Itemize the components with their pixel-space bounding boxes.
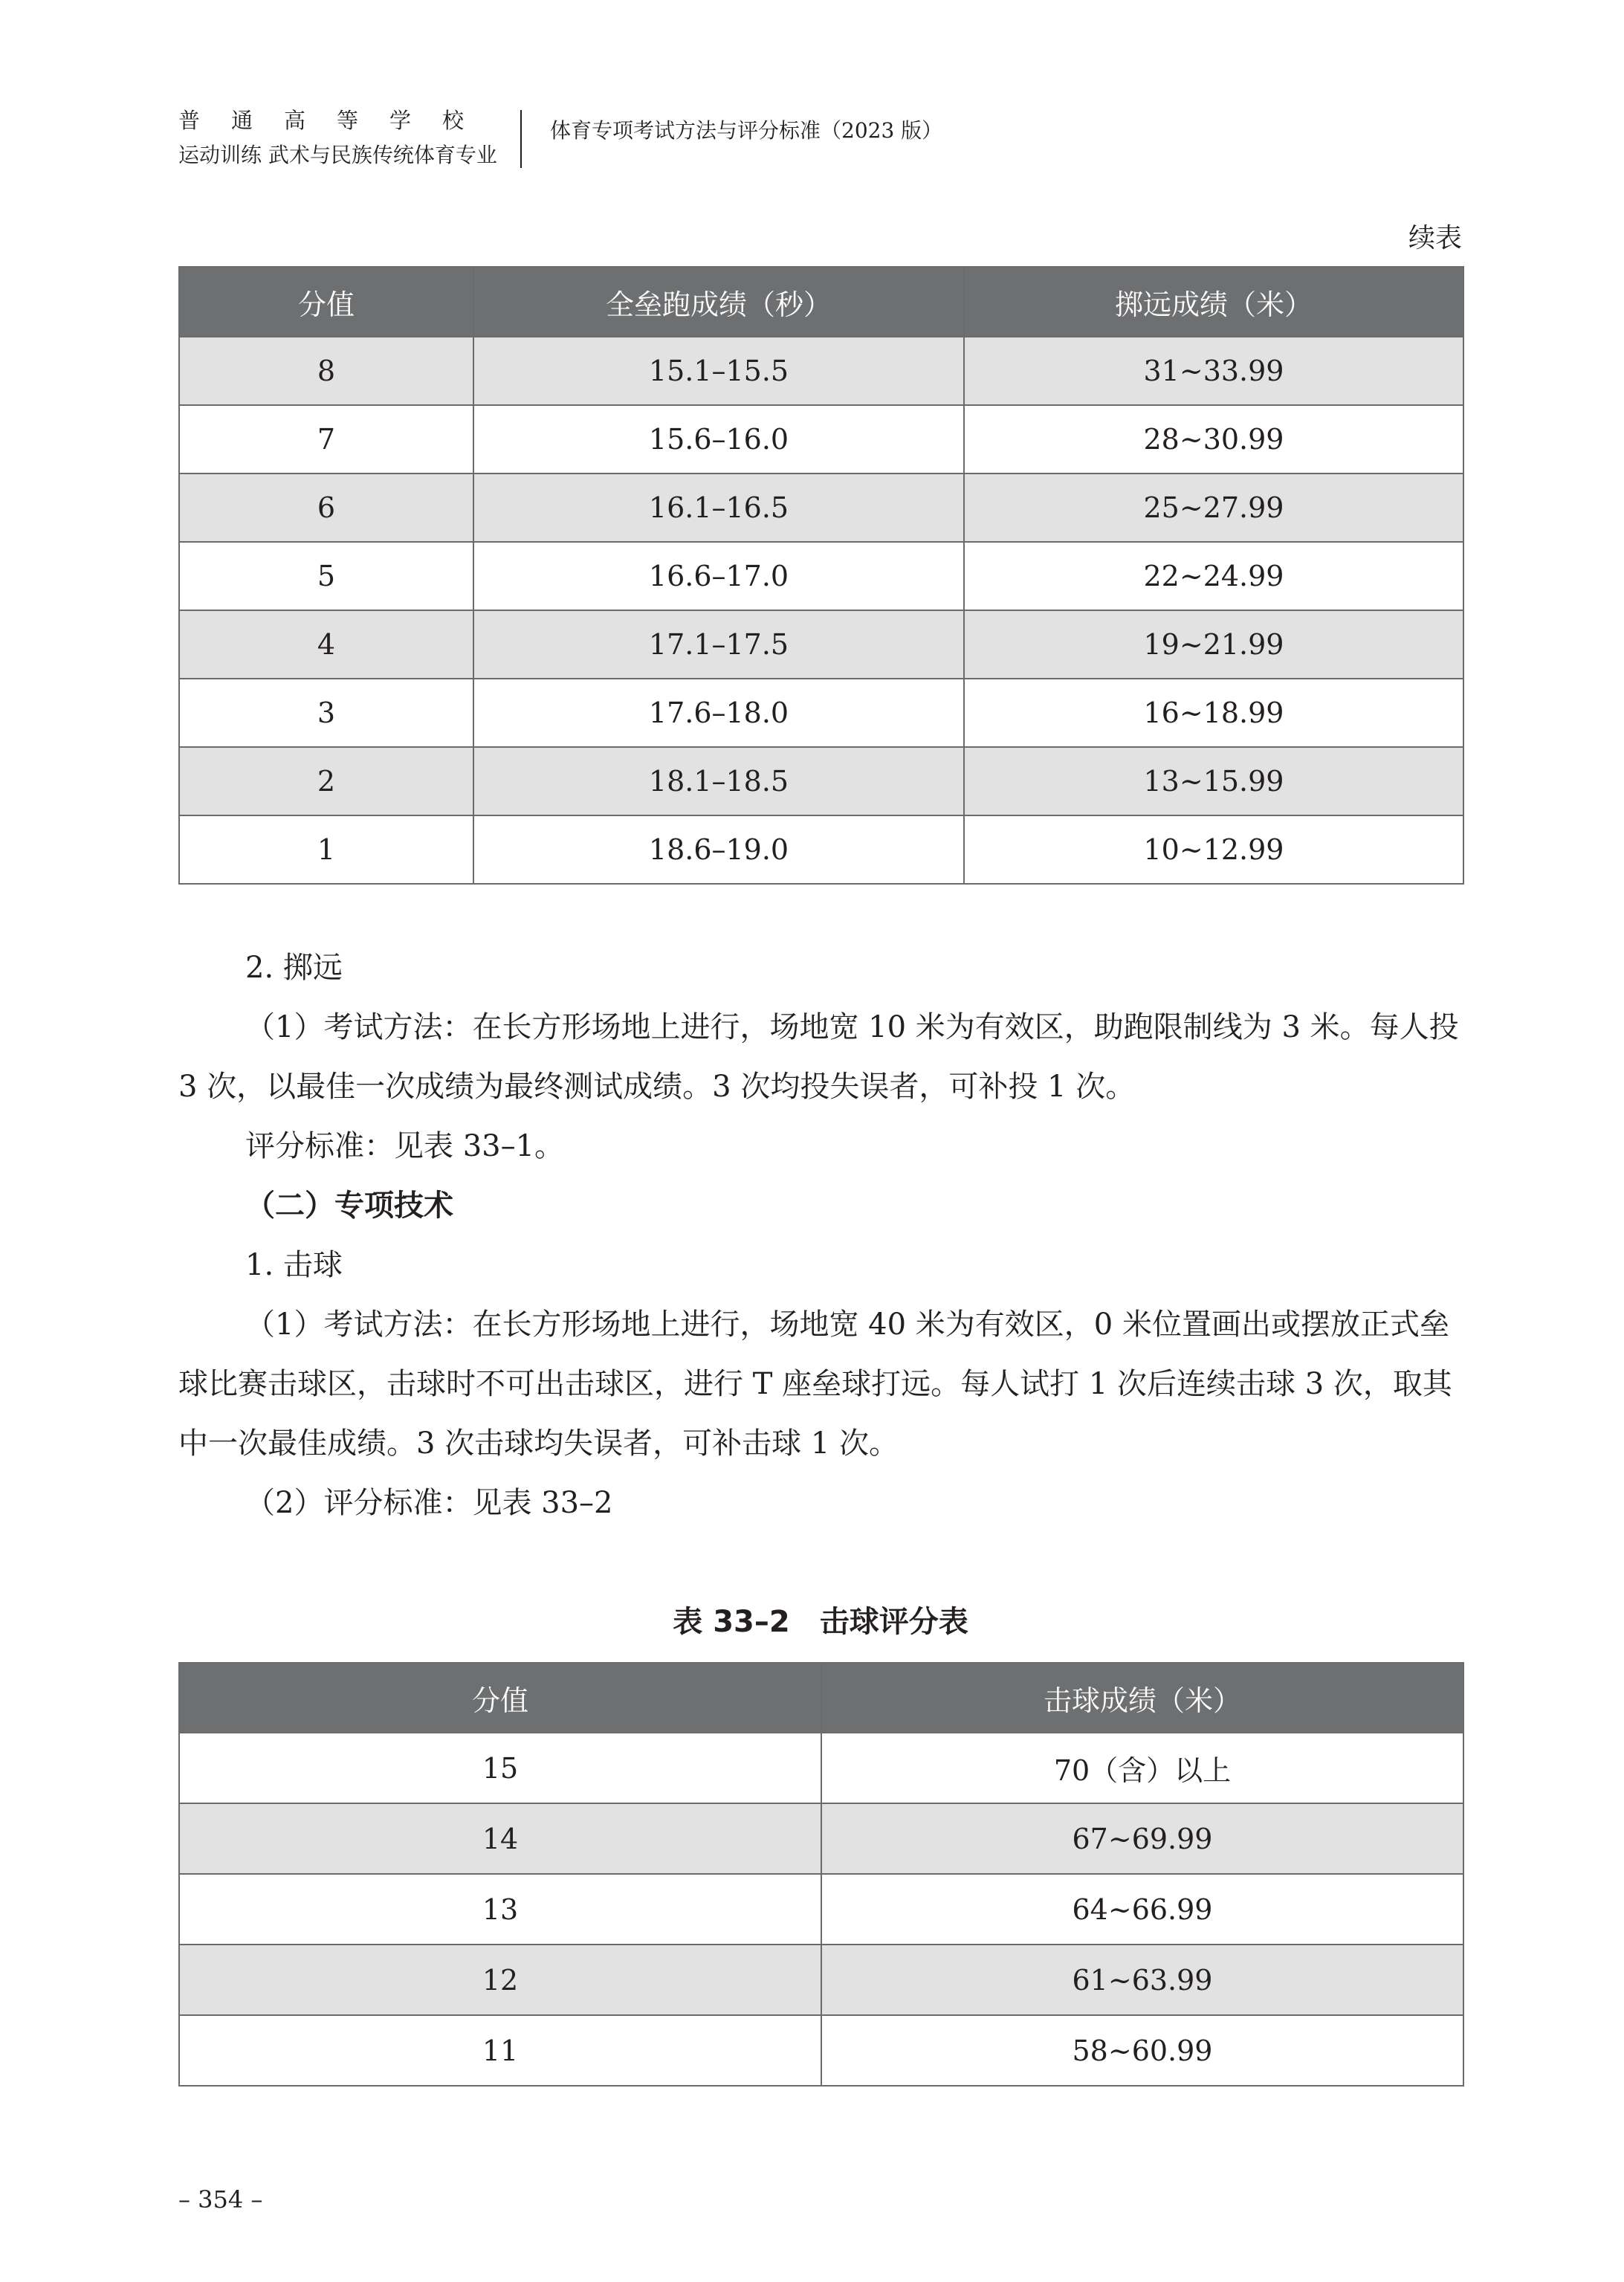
table-header-row: [179, 267, 1463, 337]
table-caption: 表 33–2 击球评分表: [673, 1605, 968, 1639]
table-row: [179, 1803, 1463, 1874]
table-row: [179, 405, 1463, 473]
score-cell: 14: [179, 1803, 821, 1874]
score-cell: 11: [179, 2015, 821, 2086]
header-divider: [520, 110, 522, 168]
table-row: [179, 1733, 1463, 1803]
column-header-score: 分值: [179, 267, 473, 337]
table-row: [179, 815, 1463, 884]
table-row: [179, 1874, 1463, 1945]
running-time-cell: 18.6–19.0: [473, 815, 964, 884]
table-row: [179, 473, 1463, 542]
column-header-score: 分值: [179, 1663, 821, 1733]
throw-distance-cell: 25~27.99: [964, 473, 1463, 542]
column-header-throw-distance: 掷远成绩（米）: [964, 267, 1463, 337]
score-cell: 13: [179, 1874, 821, 1945]
throw-distance-cell: 13~15.99: [964, 747, 1463, 815]
score-cell: 12: [179, 1945, 821, 2015]
running-header: [178, 104, 1472, 178]
score-cell: 6: [179, 473, 473, 542]
score-cell: 15: [179, 1733, 821, 1803]
batting-distance-cell: 64~66.99: [821, 1874, 1463, 1945]
score-cell: 7: [179, 405, 473, 473]
subsection-heading-throwing: 2. 掷远: [245, 951, 343, 985]
section-heading-technique: （二）专项技术: [245, 1189, 453, 1223]
page-number: – 354 –: [178, 2185, 263, 2214]
throw-distance-cell: 10~12.99: [964, 815, 1463, 884]
continued-table-label: 续表: [1408, 223, 1462, 253]
table-row: [179, 610, 1463, 679]
subsection-heading-batting: 1. 击球: [245, 1248, 343, 1282]
running-time-cell: 17.1–17.5: [473, 610, 964, 679]
score-cell: 2: [179, 747, 473, 815]
header-book-title: 体育专项考试方法与评分标准（2023 版）: [550, 118, 943, 143]
score-table-running-throwing: [178, 266, 1464, 885]
score-cell: 1: [179, 815, 473, 884]
table-row: [179, 747, 1463, 815]
header-major-line: 运动训练 武术与民族传统体育专业: [178, 143, 497, 167]
table-row: [179, 2015, 1463, 2086]
running-time-cell: 16.6–17.0: [473, 542, 964, 610]
throw-distance-cell: 28~30.99: [964, 405, 1463, 473]
score-cell: 8: [179, 337, 473, 405]
running-time-cell: 17.6–18.0: [473, 679, 964, 747]
batting-distance-cell: 58~60.99: [821, 2015, 1463, 2086]
batting-distance-cell: 61~63.99: [821, 1945, 1463, 2015]
header-left: [178, 104, 498, 174]
throw-distance-cell: 31~33.99: [964, 337, 1463, 405]
table-row: [179, 337, 1463, 405]
score-cell: 4: [179, 610, 473, 679]
running-time-cell: 15.1–15.5: [473, 337, 964, 405]
running-time-cell: 15.6–16.0: [473, 405, 964, 473]
batting-score-table: [178, 1662, 1464, 2087]
running-time-cell: 16.1–16.5: [473, 473, 964, 542]
paragraph-batting-standard: （2）评分标准：见表 33–2: [245, 1486, 613, 1520]
table-row: [179, 679, 1463, 747]
table-row: [179, 1945, 1463, 2015]
table-row: [179, 542, 1463, 610]
header-school-line: 普通高等学校: [178, 108, 496, 133]
throw-distance-cell: 16~18.99: [964, 679, 1463, 747]
score-cell: 5: [179, 542, 473, 610]
throw-distance-cell: 19~21.99: [964, 610, 1463, 679]
paragraph-throwing-method: （1）考试方法：在长方形场地上进行，场地宽 10 米为有效区，助跑限制线为 3 米。每人投 3 次，以最佳一次成绩为最终测试成绩。3 次均投失误者，可补投 1 次。: [178, 1010, 1459, 1104]
batting-distance-cell: 67~69.99: [821, 1803, 1463, 1874]
batting-distance-cell: 70（含）以上: [821, 1733, 1463, 1803]
score-cell: 3: [179, 679, 473, 747]
body-text: [178, 938, 1463, 1533]
running-time-cell: 18.1–18.5: [473, 747, 964, 815]
column-header-running-time: 全垒跑成绩（秒）: [473, 267, 964, 337]
throw-distance-cell: 22~24.99: [964, 542, 1463, 610]
paragraph-throwing-standard: 评分标准：见表 33–1。: [245, 1129, 565, 1163]
column-header-batting-distance: 击球成绩（米）: [821, 1663, 1463, 1733]
table-header-row: [179, 1663, 1463, 1733]
paragraph-batting-method: （1）考试方法：在长方形场地上进行，场地宽 40 米为有效区，0 米位置画出或摆放正式垒球比赛击球区，击球时不可出击球区，进行 T 座垒球打远。每人试打 1 次后连续击球 3 次，取其中一次最佳成绩。3 次击球均失误者，可补击球 1 次。: [178, 1308, 1452, 1461]
